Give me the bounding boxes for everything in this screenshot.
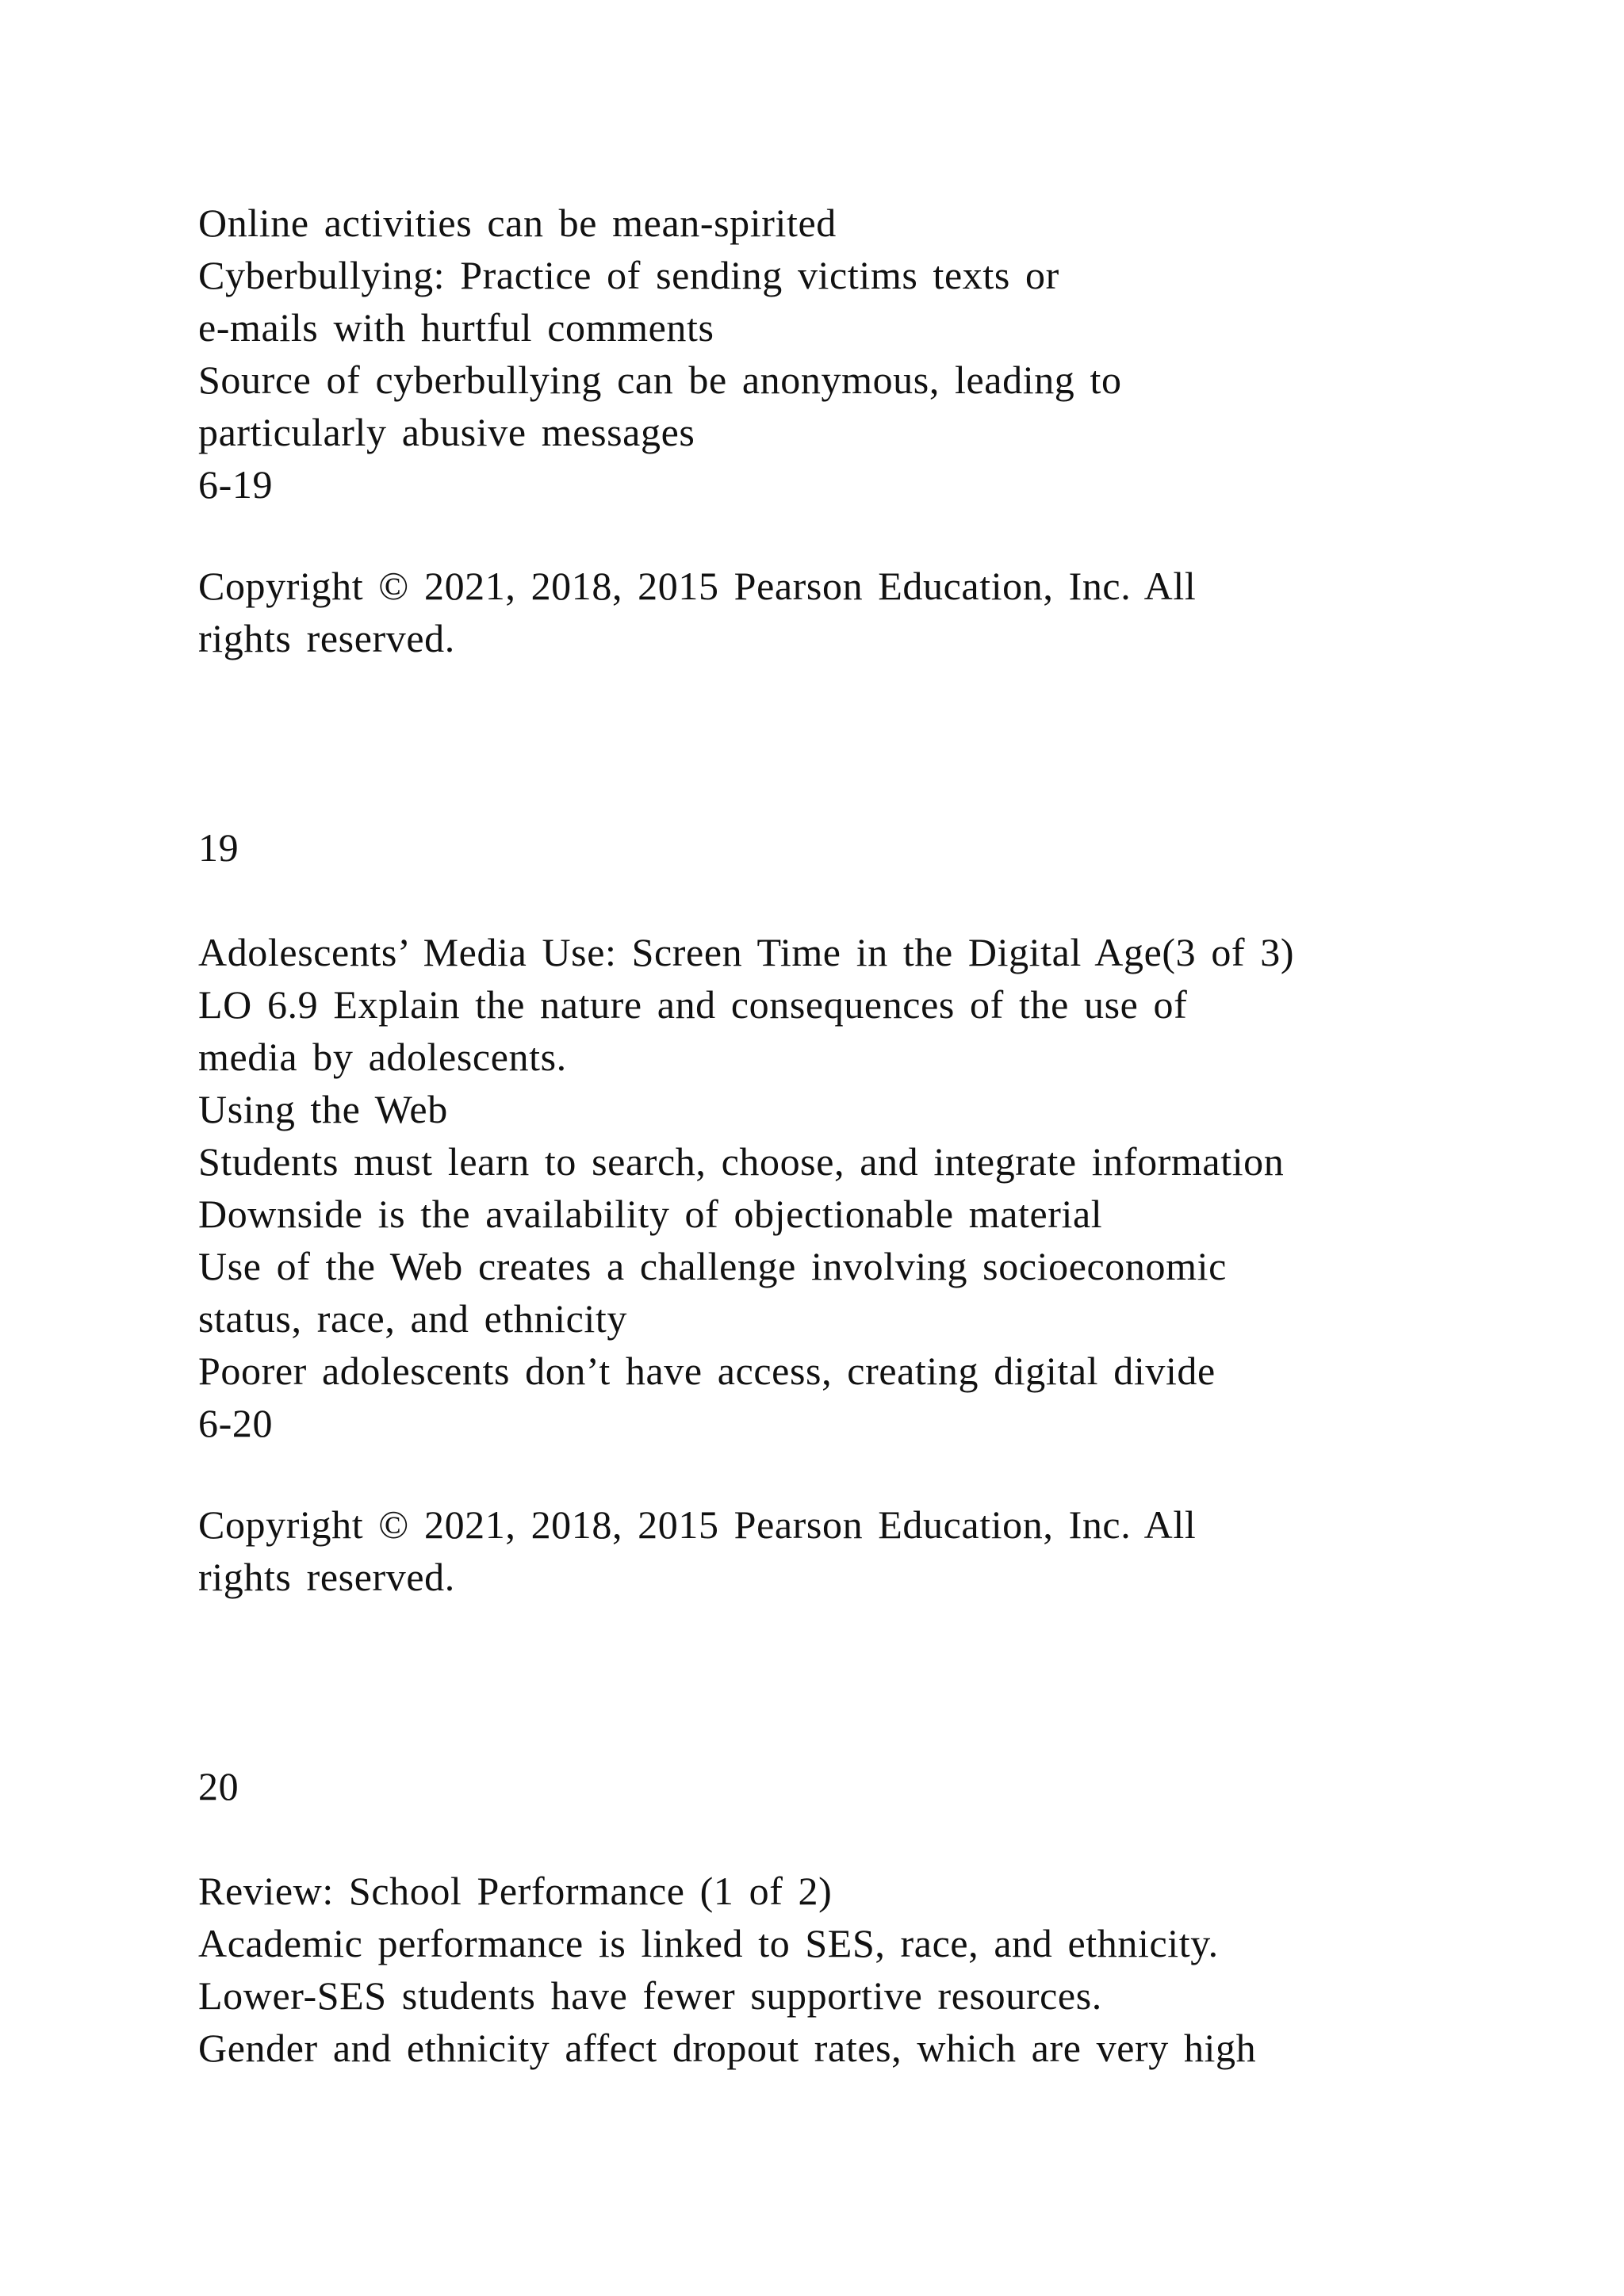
copyright-line: Copyright © 2021, 2018, 2015 Pearson Education, Inc. All [198,564,1197,608]
slide-code: 6-19 [198,462,274,507]
body-line: Poorer adolescents don’t have access, creating digital divide [198,1349,1216,1393]
slide-code: 6-20 [198,1401,274,1445]
body-line: Using the Web [198,1087,448,1131]
body-line: Gender and ethnicity affect dropout rates, which are very high [198,2026,1257,2070]
copyright-line: rights reserved. [198,1555,455,1599]
copyright-line: rights reserved. [198,616,455,660]
page-number: 19 [198,825,239,870]
slide-title: Adolescents’ Media Use: Screen Time in the Digital Age(3 of 3) [198,930,1295,974]
body-line: Academic performance is linked to SES, race, and ethnicity. [198,1921,1219,1965]
body-line: Students must learn to search, choose, and integrate information [198,1139,1285,1184]
body-line: particularly abusive messages [198,410,695,454]
body-line: Downside is the availability of objectionable material [198,1192,1103,1236]
body-line: Use of the Web creates a challenge involving socioeconomic [198,1244,1227,1288]
copyright-line: Copyright © 2021, 2018, 2015 Pearson Education, Inc. All [198,1502,1197,1547]
body-line: Source of cyberbullying can be anonymous, leading to [198,358,1122,402]
body-line: Online activities can be mean-spirited [198,201,837,245]
body-line: e-mails with hurtful comments [198,305,714,350]
body-line: Cyberbullying: Practice of sending victims texts or [198,253,1059,297]
slide-title: Review: School Performance (1 of 2) [198,1869,833,1913]
body-line: status, race, and ethnicity [198,1296,627,1341]
body-line: media by adolescents. [198,1035,567,1079]
page-number: 20 [198,1764,239,1808]
body-line: Lower-SES students have fewer supportive resources. [198,1973,1102,2018]
body-line: LO 6.9 Explain the nature and consequences of the use of [198,982,1188,1027]
